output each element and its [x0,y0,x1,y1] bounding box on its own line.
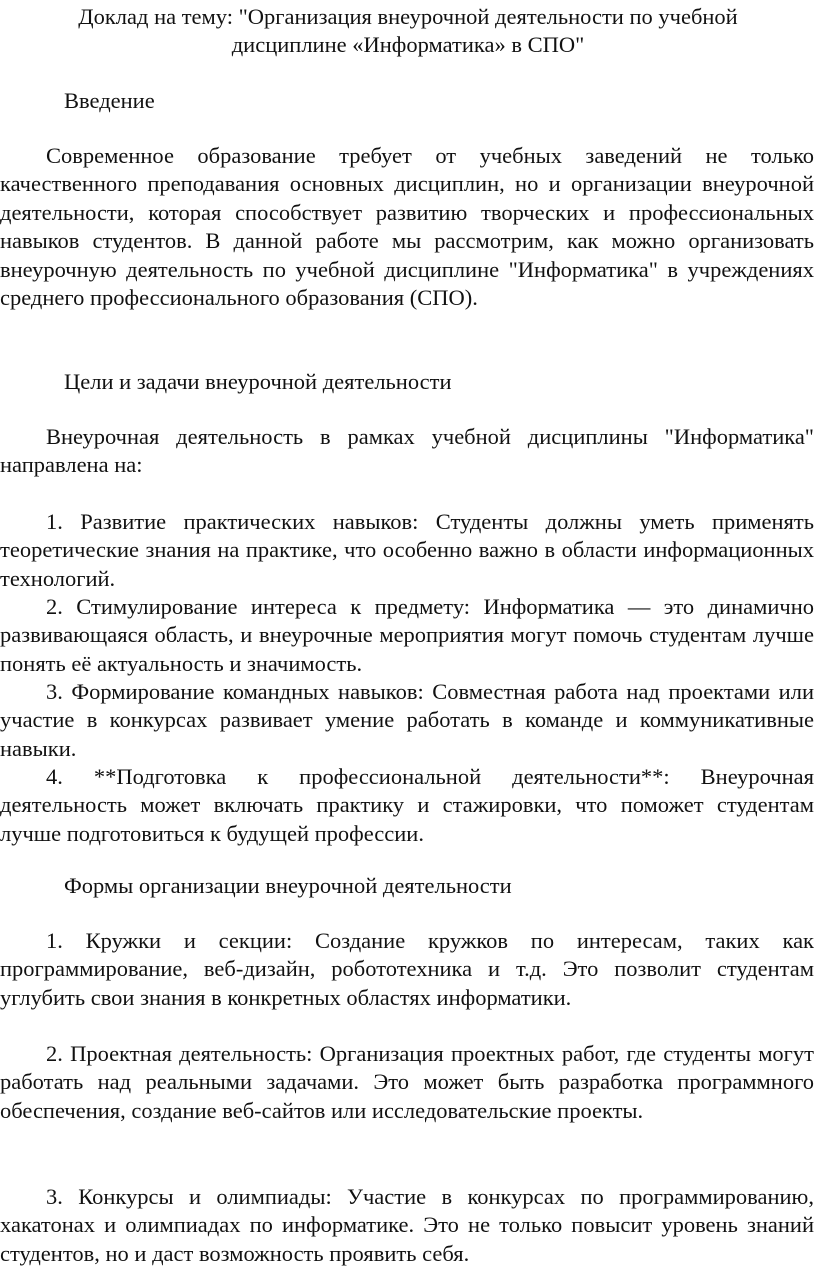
goals-intro-paragraph: Внеурочная деятельность в рамках учебной дисциплины "Информатика" направлена на: [0,424,814,478]
intro-heading: Введение [64,88,155,113]
goals-list-item: 4. **Подготовка к профессиональной деятельности**: Внеурочная деятельность может включать практику и стажировки, что поможет студентам лучше подготовиться к будущей профессии. [0,764,814,846]
goals-heading: Цели и задачи внеурочной деятельности [64,369,452,394]
forms-heading: Формы организации внеурочной деятельности [64,873,512,898]
goals-list-item: 2. Стимулирование интереса к предмету: Информатика — это динамично развивающаяся область, и внеурочные мероприятия могут помочь студентам лучше понять её актуальность и значимость. [0,594,814,676]
forms-list-item: 3. Конкурсы и олимпиады: Участие в конкурсах по программированию, хакатонах и олимпиадах по информатике. Это не только повысит уровень знаний студентов, но и даст возможность проявить себя. [0,1184,814,1266]
forms-list-item: 2. Проектная деятельность: Организация проектных работ, где студенты могут работать над реальными задачами. Это может быть разработка программного обеспечения, создание веб-сайтов или исследовательские проекты. [0,1041,814,1123]
title-line-2: дисциплине «Информатика» в СПО" [231,32,585,57]
title-line-1: Доклад на тему: "Организация внеурочной деятельности по учебной [78,4,738,29]
forms-list-item: 1. Кружки и секции: Создание кружков по интересам, таких как программирование, веб-дизайн, робототехника и т.д. Это позволит студентам углубить свои знания в конкретных областях информатики. [0,928,814,1010]
goals-list-item: 3. Формирование командных навыков: Совместная работа над проектами или участие в конкурсах развивает умение работать в команде и коммуникативные навыки. [0,679,814,761]
intro-paragraph: Современное образование требует от учебных заведений не только качественного преподавания основных дисциплин, но и организации внеурочной деятельности, которая способствует развитию творческих и профессиональных навыков студентов. В данной работе мы рассмотрим, как можно организовать внеурочную деятельность по учебной дисциплине "Информатика" в учреждениях среднего профессионального образования (СПО). [0,143,814,311]
page-title [0,3,816,59]
goals-list-item: 1. Развитие практических навыков: Студенты должны уметь применять теоретические знания на практике, что особенно важно в области информационных технологий. [0,509,814,591]
